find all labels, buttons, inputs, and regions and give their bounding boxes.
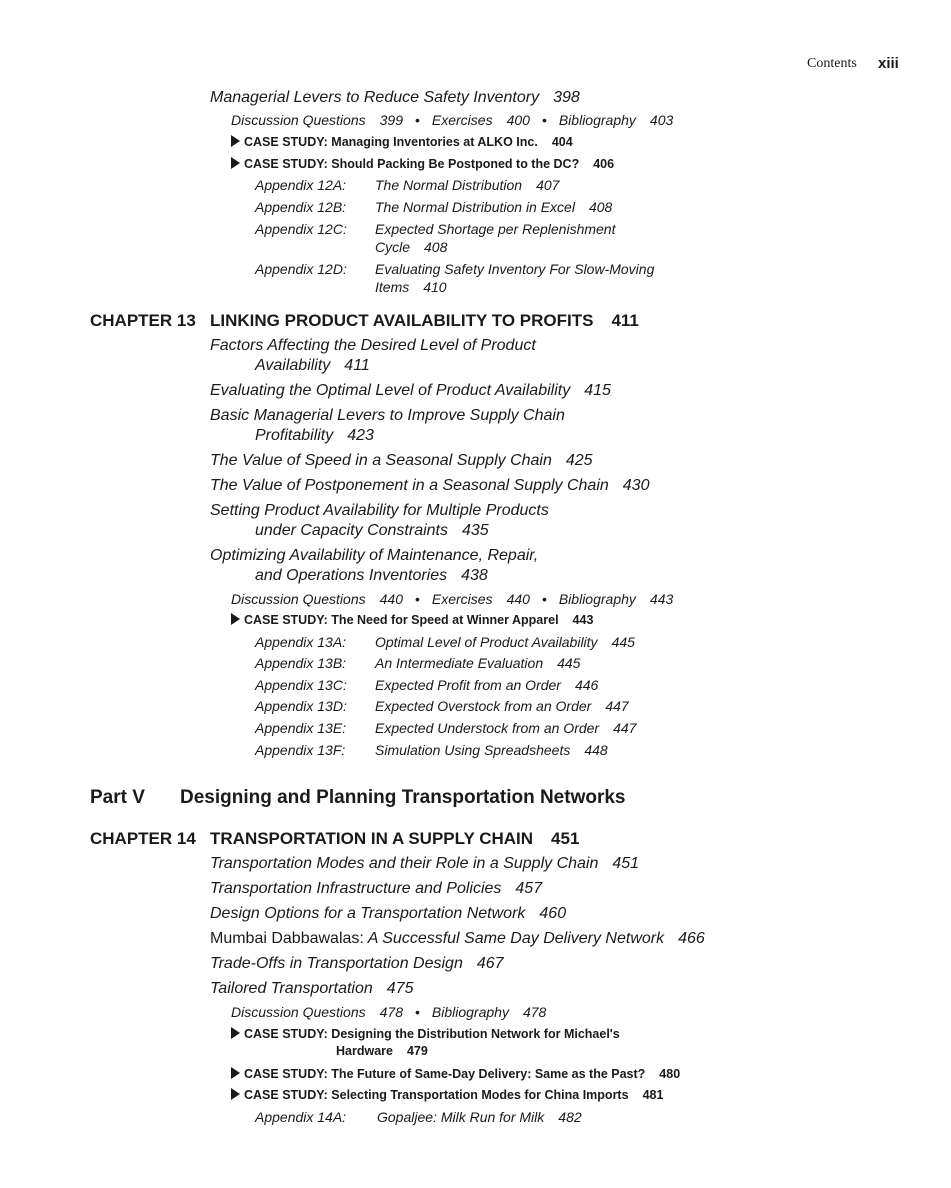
- end-of-chapter-items: [231, 113, 673, 127]
- page-number: 425: [565, 452, 593, 469]
- page-number: 408: [588, 199, 613, 215]
- appendix-title-text: Expected Overstock from an Order: [375, 698, 592, 714]
- appendix-number: Appendix 13E:: [255, 720, 347, 736]
- appendix-number: Appendix 12C:: [255, 221, 347, 237]
- appendix-number: Appendix 12A:: [255, 177, 347, 193]
- page-number: 406: [593, 157, 615, 171]
- page-number: 447: [605, 698, 629, 714]
- appendix-title[interactable]: [375, 678, 598, 692]
- case-study-entry[interactable]: [231, 1088, 663, 1102]
- page-number: 481: [642, 1088, 664, 1102]
- toc-section-entry[interactable]: [210, 981, 413, 997]
- toc-section-entry[interactable]: [210, 931, 705, 947]
- case-study-entry[interactable]: [231, 157, 614, 171]
- case-study-label: CASE STUDY:: [244, 135, 328, 149]
- appendix-label[interactable]: [255, 699, 347, 713]
- page-number: 438: [461, 567, 488, 584]
- page-number: 445: [557, 655, 581, 671]
- section-title-continued: under Capacity Constraints: [255, 522, 448, 539]
- appendix-title[interactable]: [375, 656, 580, 670]
- case-study-entry[interactable]: [231, 613, 593, 627]
- case-study-title: The Future of Same-Day Delivery: Same as the Past?: [331, 1067, 646, 1081]
- case-study-title-continued: Hardware: [336, 1044, 393, 1058]
- bullet-separator: •: [414, 1004, 420, 1020]
- page-number: 411: [344, 357, 370, 374]
- page-number: 443: [572, 613, 594, 627]
- case-study-entry[interactable]: [231, 1067, 680, 1081]
- page-number: 467: [476, 955, 504, 972]
- appendix-title-continued-text: Items: [375, 279, 410, 295]
- toc-section-entry[interactable]: [210, 383, 611, 399]
- appendix-title-text: An Intermediate Evaluation: [375, 655, 544, 671]
- end-of-chapter-items: [231, 1005, 546, 1019]
- section-title: A Successful Same Day Delivery Network: [367, 930, 665, 947]
- bullet-separator: •: [541, 591, 547, 607]
- appendix-title-continued[interactable]: [375, 240, 447, 254]
- section-title: Transportation Infrastructure and Policies: [210, 880, 502, 897]
- triangle-bullet-icon: [231, 1027, 240, 1039]
- section-title: Evaluating the Optimal Level of Product Availability: [210, 382, 571, 399]
- page-number: 475: [386, 980, 414, 997]
- chapter-title-text: LINKING PRODUCT AVAILABILITY TO PROFITS: [210, 311, 594, 330]
- page-number: 440: [379, 591, 403, 607]
- toc-section-entry-continued[interactable]: [255, 568, 488, 584]
- case-study-title: Selecting Transportation Modes for China Imports: [331, 1088, 629, 1102]
- end-item-label[interactable]: Bibliography: [558, 591, 636, 607]
- case-study-title: The Need for Speed at Winner Apparel: [331, 613, 559, 627]
- section-title: Setting Product Availability for Multiple Products: [210, 502, 549, 519]
- triangle-bullet-icon: [231, 613, 240, 625]
- end-item-label[interactable]: Discussion Questions: [231, 1004, 366, 1020]
- part-title: [180, 788, 626, 807]
- chapter-title-text: TRANSPORTATION IN A SUPPLY CHAIN: [210, 829, 534, 848]
- section-title: The Value of Speed in a Seasonal Supply Chain: [210, 452, 552, 469]
- appendix-number: Appendix 12B:: [255, 199, 347, 215]
- section-title: Design Options for a Transportation Network: [210, 905, 526, 922]
- appendix-title-text: Simulation Using Spreadsheets: [375, 742, 571, 758]
- page-number: 415: [584, 382, 611, 399]
- section-title: Managerial Levers to Reduce Safety Inventory: [210, 89, 540, 106]
- page-number: 478: [522, 1004, 547, 1020]
- page-number: 443: [649, 591, 674, 607]
- appendix-label[interactable]: [255, 178, 346, 192]
- part-label: [90, 788, 145, 807]
- page-number: 447: [613, 720, 637, 736]
- chapter-number: CHAPTER 14: [90, 829, 196, 848]
- chapter-title[interactable]: [210, 830, 579, 847]
- toc-section-entry[interactable]: [210, 548, 538, 564]
- appendix-title-text: Expected Understock from an Order: [375, 720, 600, 736]
- case-study-title: Managing Inventories at ALKO Inc.: [331, 135, 538, 149]
- chapter-title[interactable]: [210, 312, 639, 329]
- appendix-label[interactable]: [255, 678, 347, 692]
- section-title: Basic Managerial Levers to Improve Supply Chain: [210, 407, 565, 424]
- end-of-chapter-items: [231, 592, 673, 606]
- page-number: 411: [611, 311, 639, 330]
- toc-section-entry[interactable]: [210, 453, 593, 469]
- appendix-label[interactable]: [255, 656, 346, 670]
- page-number: 460: [539, 905, 567, 922]
- appendix-number: Appendix 13F:: [255, 742, 346, 758]
- page-number: 407: [536, 177, 560, 193]
- appendix-label[interactable]: [255, 721, 346, 735]
- appendix-title[interactable]: [375, 743, 608, 757]
- section-title-continued: and Operations Inventories: [255, 567, 448, 584]
- end-item-label[interactable]: Bibliography: [431, 1004, 509, 1020]
- appendix-label[interactable]: [255, 200, 346, 214]
- page-number: 451: [612, 855, 640, 872]
- section-title: Optimizing Availability of Maintenance, Repair,: [210, 547, 539, 564]
- chapter-number: CHAPTER 13: [90, 311, 196, 330]
- section-title: Trade-Offs in Transportation Design: [210, 955, 463, 972]
- case-study-label: CASE STUDY:: [244, 1027, 328, 1041]
- end-item-label[interactable]: Exercises: [431, 591, 493, 607]
- toc-section-entry[interactable]: [210, 856, 639, 872]
- appendix-label[interactable]: [255, 262, 347, 276]
- page-number: 435: [461, 522, 489, 539]
- appendix-title[interactable]: [375, 721, 636, 735]
- page-number: 440: [506, 591, 530, 607]
- toc-section-entry-continued[interactable]: [255, 523, 489, 539]
- page-number: 400: [506, 112, 530, 128]
- case-study-title: Should Packing Be Postponed to the DC?: [331, 157, 580, 171]
- toc-section-entry-continued[interactable]: [255, 428, 374, 444]
- appendix-title-text: Expected Shortage per Replenishment: [375, 221, 616, 237]
- toc-section-entry[interactable]: [210, 90, 580, 106]
- case-study-entry-continued[interactable]: [336, 1045, 428, 1058]
- case-study-title: Designing the Distribution Network for Michael's: [331, 1027, 620, 1041]
- case-study-label: CASE STUDY:: [244, 1067, 328, 1081]
- bullet-separator: •: [541, 112, 547, 128]
- page-number: 482: [558, 1109, 582, 1125]
- end-item-label[interactable]: Exercises: [431, 112, 493, 128]
- page-number: 423: [347, 427, 374, 444]
- case-study-label: CASE STUDY:: [244, 1088, 328, 1102]
- page-number: 451: [551, 829, 580, 848]
- triangle-bullet-icon: [231, 1067, 240, 1079]
- page-number: 398: [553, 89, 580, 106]
- triangle-bullet-icon: [231, 157, 240, 169]
- case-study-label: CASE STUDY:: [244, 613, 328, 627]
- part-title-text: Designing and Planning Transportation Networks: [180, 787, 626, 808]
- toc-section-entry[interactable]: [210, 408, 565, 424]
- section-title: Transportation Modes and their Role in a Supply Chain: [210, 855, 599, 872]
- bullet-separator: •: [414, 112, 420, 128]
- page-number: 410: [423, 279, 447, 295]
- appendix-title-text: Expected Profit from an Order: [375, 677, 561, 693]
- page-number: 457: [515, 880, 543, 897]
- triangle-bullet-icon: [231, 135, 240, 147]
- toc-section-entry[interactable]: [210, 338, 536, 354]
- chapter-label[interactable]: [90, 312, 196, 329]
- section-title: The Value of Postponement in a Seasonal Supply Chain: [210, 477, 609, 494]
- page-number: 446: [574, 677, 599, 693]
- appendix-title-text: Gopaljee: Milk Run for Milk: [377, 1109, 545, 1125]
- page-number: 448: [584, 742, 608, 758]
- page-number: 479: [406, 1044, 428, 1058]
- appendix-title[interactable]: [375, 262, 654, 276]
- appendix-title-text: The Normal Distribution: [375, 177, 523, 193]
- appendix-title[interactable]: [375, 200, 612, 214]
- appendix-title-continued[interactable]: [375, 280, 447, 294]
- toc-section-entry[interactable]: [210, 478, 649, 494]
- end-item-label[interactable]: Discussion Questions: [231, 112, 366, 128]
- case-study-entry[interactable]: [231, 135, 573, 149]
- case-study-label: CASE STUDY:: [244, 157, 328, 171]
- appendix-number: Appendix 13A:: [255, 634, 347, 650]
- page-number: 478: [379, 1004, 403, 1020]
- toc-section-entry-continued[interactable]: [255, 358, 370, 374]
- page-number: 430: [622, 477, 650, 494]
- appendix-title-continued-text: Cycle: [375, 239, 411, 255]
- bullet-separator: •: [414, 591, 420, 607]
- appendix-title-text: The Normal Distribution in Excel: [375, 199, 575, 215]
- part-number: Part V: [90, 787, 145, 808]
- page-number: 404: [551, 135, 573, 149]
- appendix-title[interactable]: [377, 1110, 582, 1124]
- page-number: 408: [424, 239, 448, 255]
- triangle-bullet-icon: [231, 1088, 240, 1100]
- section-title: Factors Affecting the Desired Level of Product: [210, 337, 536, 354]
- section-title-upright: Mumbai Dabbawalas:: [210, 930, 364, 947]
- section-title-continued: Profitability: [255, 427, 334, 444]
- appendix-title-text: Evaluating Safety Inventory For Slow-Moving: [375, 261, 655, 277]
- appendix-label[interactable]: [255, 222, 347, 236]
- appendix-number: Appendix 14A:: [255, 1109, 347, 1125]
- header-page-number: xiii: [878, 55, 899, 72]
- page-number: 403: [649, 112, 674, 128]
- header-section-title: Contents: [807, 56, 857, 71]
- page-number: 445: [611, 634, 635, 650]
- appendix-number: Appendix 13C:: [255, 677, 347, 693]
- appendix-title[interactable]: [375, 222, 615, 236]
- page-number: 466: [678, 930, 705, 947]
- appendix-title[interactable]: [375, 178, 559, 192]
- appendix-number: Appendix 13D:: [255, 698, 347, 714]
- section-title: Tailored Transportation: [210, 980, 373, 997]
- end-item-label[interactable]: Discussion Questions: [231, 591, 366, 607]
- appendix-number: Appendix 12D:: [255, 261, 347, 277]
- case-study-entry[interactable]: [231, 1027, 620, 1041]
- end-item-label[interactable]: Bibliography: [558, 112, 636, 128]
- appendix-label[interactable]: [255, 743, 345, 757]
- section-title-continued: Availability: [255, 357, 331, 374]
- appendix-label[interactable]: [255, 1110, 346, 1124]
- toc-section-entry[interactable]: [210, 881, 542, 897]
- toc-section-entry[interactable]: [210, 503, 549, 519]
- toc-section-entry[interactable]: [210, 956, 504, 972]
- page-number: 399: [379, 112, 403, 128]
- appendix-title[interactable]: [375, 635, 635, 649]
- appendix-title[interactable]: [375, 699, 629, 713]
- appendix-label[interactable]: [255, 635, 346, 649]
- chapter-label[interactable]: [90, 830, 196, 847]
- appendix-number: Appendix 13B:: [255, 655, 347, 671]
- page-number: 480: [659, 1067, 681, 1081]
- appendix-title-text: Optimal Level of Product Availability: [375, 634, 598, 650]
- toc-section-entry[interactable]: [210, 906, 566, 922]
